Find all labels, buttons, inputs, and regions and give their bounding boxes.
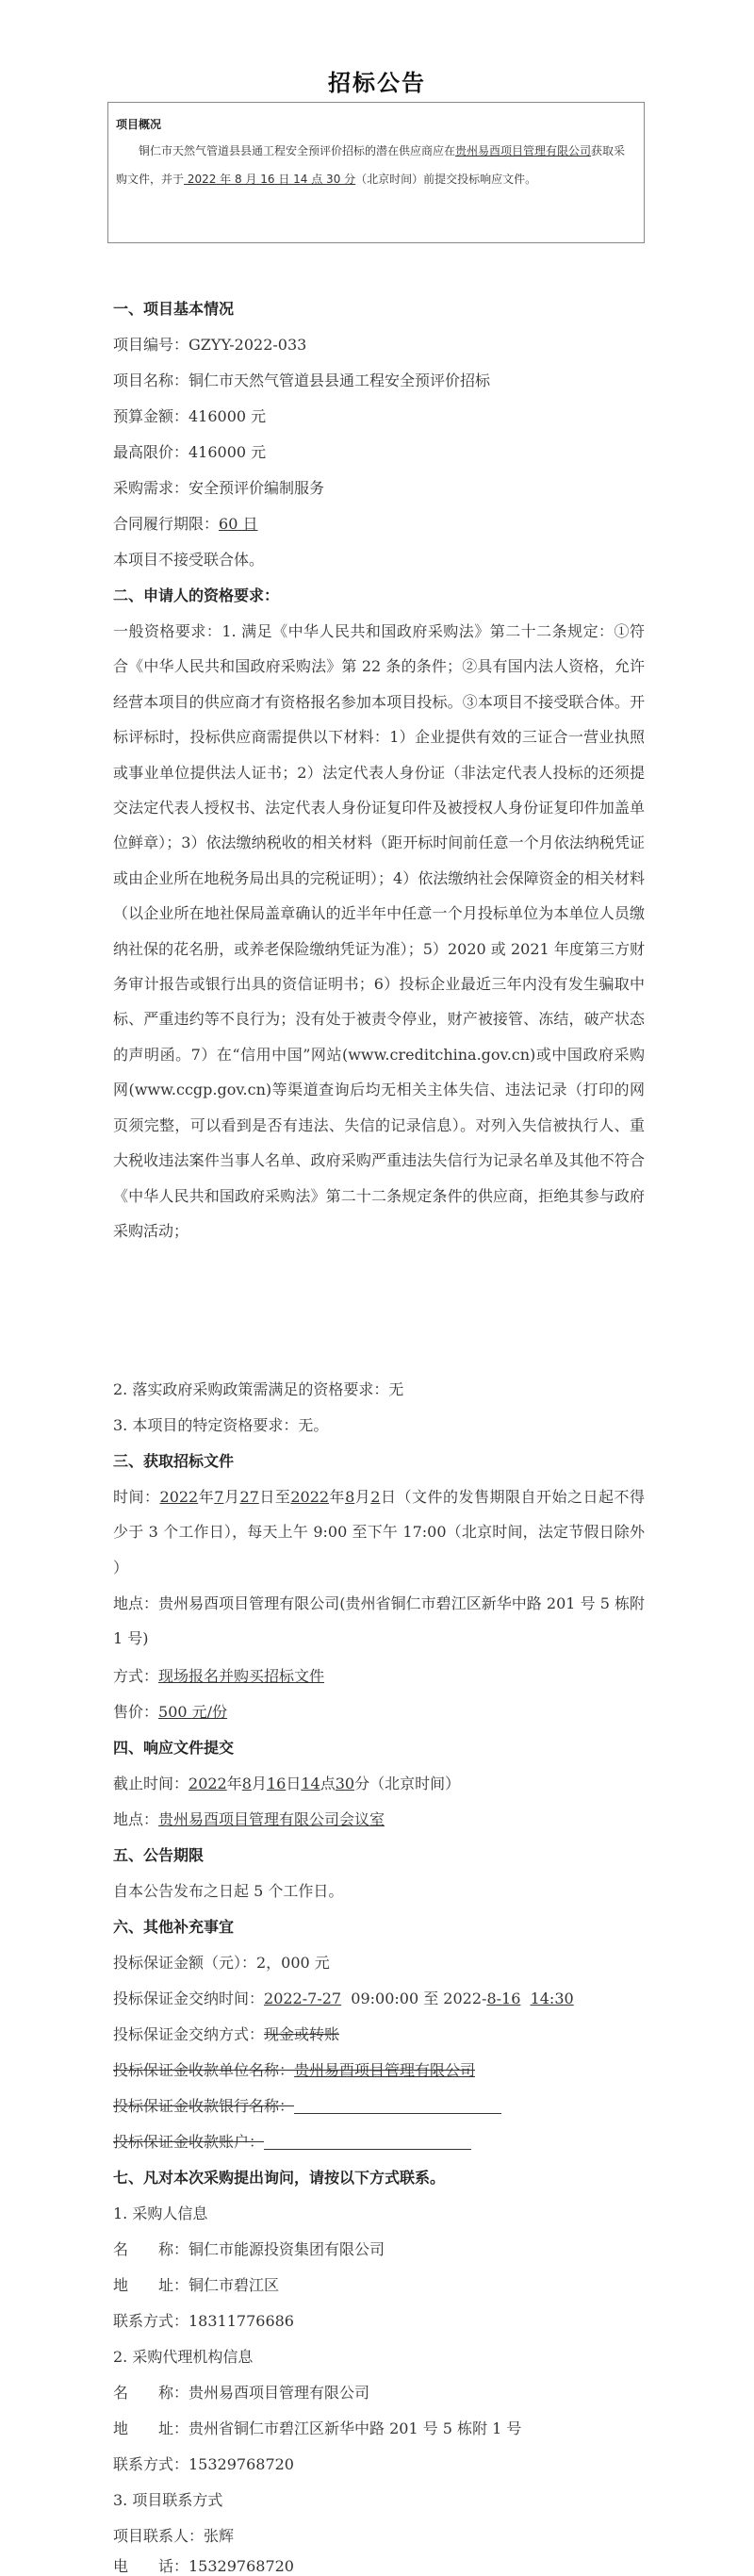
section4-heading: 四、响应文件提交 — [113, 1739, 235, 1757]
submit-place: 地点：贵州易酉项目管理有限公司会议室 — [113, 1810, 385, 1828]
project-overview-box — [107, 102, 645, 243]
policy-requirement: 2. 落实政府采购政策需满足的资格要求：无 — [113, 1380, 404, 1398]
deposit-amount: 投标保证金额（元）：2，000 元 — [113, 1954, 330, 1972]
overview-heading: 项目概况 — [116, 118, 162, 131]
agency-phone: 联系方式：15329768720 — [113, 2455, 294, 2473]
obtain-time: 时间：2022年7月27日至2022年8月2日（文件的发售期限自开始之日起不得少于 3 个工作日），每天上午 9:00 至下午 17:00（北京时间，法定节假日除外 ） — [113, 1488, 645, 1577]
contact-person: 项目联系人：张辉 — [113, 2527, 235, 2545]
deposit-account-no: 投标保证金收款账户： — [113, 2133, 471, 2152]
consortium-note: 本项目不接受联合体。 — [113, 551, 265, 569]
project-no: 项目编号：GZYY-2022-033 — [113, 336, 307, 354]
deposit-account-name: 投标保证金收款单位名称：贵州易酉项目管理有限公司 — [113, 2061, 476, 2079]
section1-heading: 一、项目基本情况 — [113, 300, 235, 318]
deposit-bank-name: 投标保证金收款银行名称： — [113, 2097, 501, 2116]
agency-heading: 2. 采购代理机构信息 — [113, 2348, 254, 2366]
document-price: 售价：500 元/份 — [113, 1703, 228, 1721]
notice-period: 自本公告发布之日起 5 个工作日。 — [113, 1882, 344, 1900]
section2-heading: 二、申请人的资格要求： — [113, 586, 280, 604]
section5-heading: 五、公告期限 — [113, 1846, 205, 1864]
deposit-time: 投标保证金交纳时间：2022-7-27 09:00:00 至 2022-8-16 14:30 — [113, 1990, 574, 2007]
agency-address: 地 址：贵州省铜仁市碧江区新华中路 201 号 5 栋附 1 号 — [113, 2419, 522, 2437]
general-qualifications: 一般资格要求：1. 满足《中华人民共和国政府采购法》第二十二条规定：①符合《中华人民共和国政府采购法》第 22 条的条件；②具有国内法人资格，允许经营本项目的供应商才有资格报名参加本项目投标。③本项目不接受联合体。开标评标时，投标供应商需提供以下材料：1）企业提供有效的三证合一营业执照或事业单位提供法人证书；2）法定代表人身份证（非法定代表人投标的还须提交法定代表人授权书、法定代表人身份证复印件及被授权人身份证复印件加盖单位鲜章）；3）依法缴纳税收的相关材料（距开标时间前任意一个月依法纳税凭证或由企业所在地税务局出具的完税证明）；4）依法缴纳社会保障资金的相关材料（以企业所在地社保局盖章确认的近半年中任意一个月投标单位为本单位人员缴纳社保的花名册，或养老保险缴纳凭证为准）；5）2020 或 2021 年度第三方财务审计报告或银行出具的资信证明书；6）投标企业最近三年内没有发生骗取中标、严重违约等不良行为；没有处于被责令停业，财产被接管、冻结，破产状态的声明函。7）在“信用中国”网站(www.creditchina.gov.cn)或中国政府采购网(www.ccgp.gov.cn)等渠道查询后均无相关主体失信、违法记录（打印的网页须完整，可以看到是否有违法、失信的记录信息）。对列入失信被执行人、重大税收违法案件当事人名单、政府采购严重违法失信行为记录名单及其他不符合《中华人民共和国政府采购法》第二十二条规定条件的供应商，拒绝其参与政府采购活动； — [113, 622, 645, 1240]
max-price: 最高限价：416000 元 — [113, 443, 267, 461]
overview-agency: 贵州易酉项目管理有限公司 — [455, 144, 592, 157]
agency-name: 名 称：贵州易酉项目管理有限公司 — [113, 2384, 370, 2402]
bank-name-blank — [294, 2100, 501, 2114]
deposit-method: 投标保证金交纳方式：现金或转账 — [113, 2025, 340, 2043]
overview-deadline: 2022 年 8 月 16 日 14 点 30 分 — [184, 173, 356, 186]
page-title: 招标公告 — [328, 70, 426, 96]
overview-text: 铜仁市天然气管道县县通工程安全预评价招标的潜在供应商应在贵州易酉项目管理有限公司获取采购文件，并于 2022 年 8 月 16 日 14 点 30 分（北京时间）前提交投标响应文件。 — [116, 144, 626, 186]
specific-requirement: 3. 本项目的特定资格要求：无。 — [113, 1416, 329, 1434]
obtain-place: 地点：贵州易酉项目管理有限公司(贵州省铜仁市碧江区新华中路 201 号 5 栋附 1 号) — [113, 1594, 645, 1648]
purchaser-phone: 联系方式：18311776686 — [113, 2312, 294, 2330]
contract-period: 合同履行期限：60 日 — [113, 515, 258, 533]
section6-heading: 六、其他补充事宜 — [113, 1918, 235, 1936]
purchaser-heading: 1. 采购人信息 — [113, 2204, 208, 2222]
purchaser-name: 名 称：铜仁市能源投资集团有限公司 — [113, 2240, 385, 2258]
budget: 预算金额：416000 元 — [113, 407, 267, 425]
contact-heading: 3. 项目联系方式 — [113, 2491, 223, 2509]
contact-phone: 电 话：15329768720 — [113, 2557, 294, 2575]
purchaser-address: 地 址：铜仁市碧江区 — [113, 2276, 280, 2294]
obtain-method: 方式：现场报名并购买招标文件 — [113, 1667, 325, 1685]
section3-heading: 三、获取招标文件 — [113, 1452, 235, 1470]
account-no-blank — [264, 2136, 471, 2150]
section7-heading: 七、凡对本次采购提出询问，请按以下方式联系。 — [113, 2169, 446, 2187]
project-name: 项目名称：铜仁市天然气管道县县通工程安全预评价招标 — [113, 372, 491, 389]
submit-deadline: 截止时间：2022年8月16日14点30分（北京时间） — [113, 1775, 461, 1792]
requirement: 采购需求：安全预评价编制服务 — [113, 479, 325, 497]
